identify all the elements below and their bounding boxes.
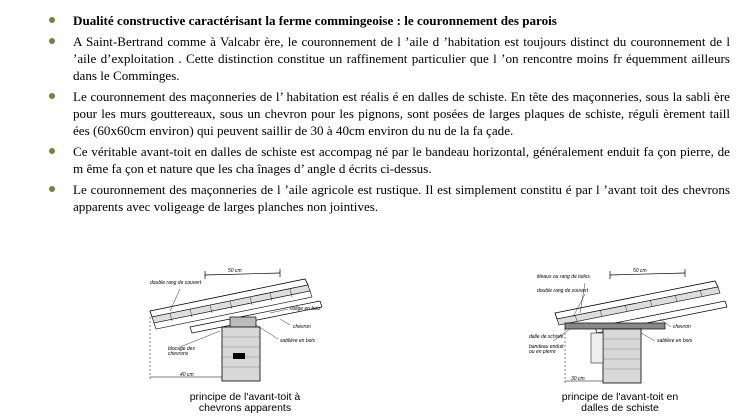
bullet-icon — [49, 17, 55, 23]
chevron-label: chevron — [673, 324, 691, 330]
volige-label: volige en bois — [290, 306, 321, 312]
caption-line: dalles de schiste — [581, 402, 659, 414]
dimension-label: 40 cm — [180, 372, 194, 378]
bullet-list — [48, 12, 730, 219]
bullet-item-title — [48, 12, 730, 29]
tiles-label: double rang de couvert — [150, 280, 202, 286]
sabliere-label: sablière en bois — [657, 338, 693, 344]
figure-caption — [545, 392, 695, 414]
bullet-item — [48, 33, 730, 84]
blocage-label: blocage des chevrons — [168, 346, 195, 357]
section-title: Dualité constructive caractérisant la ferme commingeoise : le couronnement des parois — [73, 13, 557, 28]
bullet-icon — [49, 186, 55, 192]
dalle-label: dalle de schiste — [529, 334, 564, 340]
enduit-label: bandeau enduit ou en pierre — [529, 344, 564, 355]
caption-line: principe de l'avant-toit en — [561, 391, 679, 403]
bullet-icon — [49, 38, 55, 44]
paragraph: Le couronnement des maçonneries de l ’aile agricole est rustique. Il est simplement constitu é par l ’avant toit des chevrons apparents avec voligeage de larges planches non jointives. — [73, 182, 730, 214]
caption-line: principe de l'avant-toit à — [189, 391, 301, 403]
sabliere-label: sablière en bois — [280, 338, 316, 344]
chevron-label: chevron — [293, 324, 311, 330]
figure-caption — [170, 392, 320, 414]
figure-chevrons-apparents — [130, 267, 355, 417]
dimension-label: 30 cm — [571, 376, 585, 382]
paragraph: Le couronnement des maçonneries de l’ habitation est réalis é en dalles de schiste. En tête des maçonneries, sous la sabli ère pour les murs gouttereaux, sous un chevron pour les pignons, sont posées de larges plaques de schiste, réguli èrement taill ées (60x60cm environ) qui peuvent saillir de 30 à 40cm environ du nu de la fa çade. — [73, 89, 730, 138]
caption-line: chevrons apparents — [198, 402, 292, 414]
paragraph: Ce véritable avant-toit en dalles de schiste est accompag né par le bandeau horizontal, généralement enduit fa çon pierre, de m ême fa çon et nature que les cha înages d’ angle d écrits ci-dessus. — [73, 144, 730, 176]
dimension-label: 50 cm — [228, 268, 242, 274]
bullet-item — [48, 181, 730, 215]
bullet-item — [48, 88, 730, 139]
bullet-icon — [49, 93, 55, 99]
tiles-label: double rang de couvert — [537, 288, 589, 294]
dimension-label: 50 cm — [633, 268, 647, 274]
batten-label: liteaux ou rang de tuiles — [537, 274, 590, 280]
figure-dalles-schiste — [525, 267, 740, 417]
paragraph: A Saint-Bertrand comme à Valcabr ère, le couronnement de l ’aile d ’habitation est toujours distinct du couronnement de l ’aile d’exploitation . Cette distinction constitue un raffinement particulier que l ’on rencontre moins fr équemment ailleurs dans le Comminges. — [73, 34, 730, 83]
bullet-icon — [49, 148, 55, 154]
bullet-item — [48, 143, 730, 177]
